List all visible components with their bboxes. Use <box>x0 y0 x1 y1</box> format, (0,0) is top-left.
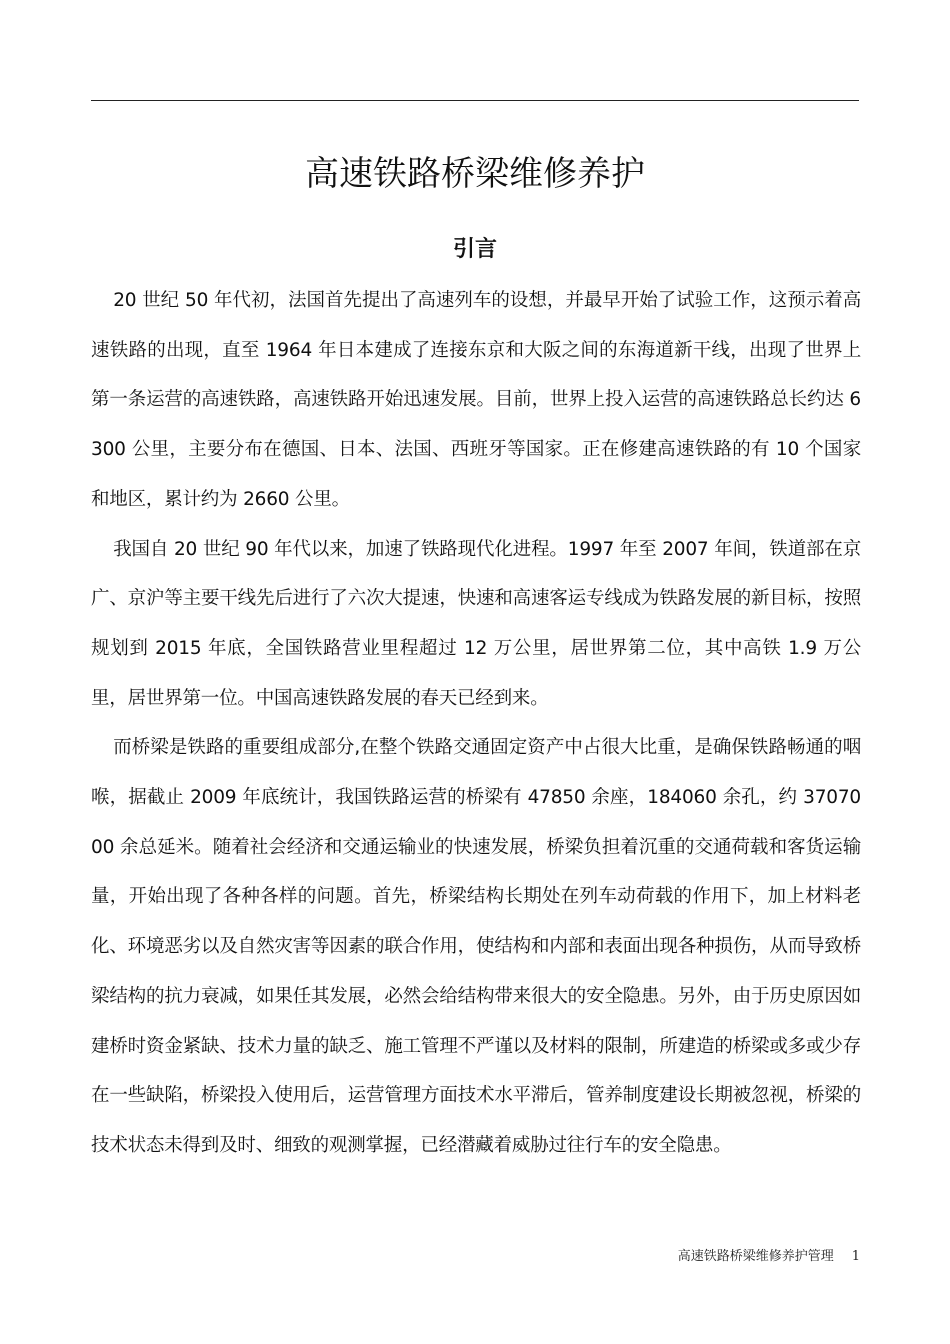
body-text <box>91 276 861 1171</box>
header-rule <box>91 100 859 101</box>
footer-running-title: 高速铁路桥梁维修养护管理 <box>677 1249 834 1264</box>
document-title: 高速铁路桥梁维修养护 <box>305 154 645 194</box>
paragraph-1: 20 世纪 50 年代初，法国首先提出了高速列车的设想，并最早开始了试验工作，这预示着高速铁路的出现，直至 1964 年日本建成了连接东京和大阪之间的东海道新干线，出现了世界上第一条运营的高速铁路，高速铁路开始迅速发展。目前，世界上投入运营的高速铁路总长约达 6300 公里，主要分布在德国、日本、法国、西班牙等国家。正在修建高速铁路的有 10 个国家和地区，累计约为 2660 公里。 <box>91 290 861 510</box>
page-number: 1 <box>851 1249 860 1264</box>
paragraph-2: 我国自 20 世纪 90 年代以来，加速了铁路现代化进程。1997 年至 2007 年间，铁道部在京广、京沪等主要干线先后进行了六次大提速，快速和高速客运专线成为铁路发展的新目标，按照规划到 2015 年底，全国铁路营业里程超过 12 万公里，居世界第二位，其中高铁 1.9 万公里，居世界第一位。中国高速铁路发展的春天已经到来。 <box>91 538 861 709</box>
section-heading: 引言 <box>452 237 497 262</box>
paragraph-3: 而桥梁是铁路的重要组成部分,在整个铁路交通固定资产中占很大比重，是确保铁路畅通的咽喉，据截止 2009 年底统计，我国铁路运营的桥梁有 47850 余座，184060 余孔，约 3707000 余总延米。随着社会经济和交通运输业的快速发展，桥梁负担着沉重的交通荷载和客货运输量，开始出现了各种各样的问题。首先，桥梁结构长期处在列车动荷载的作用下，加上材料老化、环境恶劣以及自然灾害等因素的联合作用，使结构和内部和表面出现各种损伤，从而导致桥梁结构的抗力衰减，如果任其发展，必然会给结构带来很大的安全隐患。另外，由于历史原因如建桥时资金紧缺、技术力量的缺乏、施工管理不严谨以及材料的限制，所建造的桥梁或多或少存在一些缺陷，桥梁投入使用后，运营管理方面技术水平滞后，管养制度建设长期被忽视，桥梁的技术状态未得到及时、细致的观测掌握，已经潜藏着威胁过往行车的安全隐患。 <box>91 737 861 1156</box>
page-footer <box>678 1247 860 1267</box>
